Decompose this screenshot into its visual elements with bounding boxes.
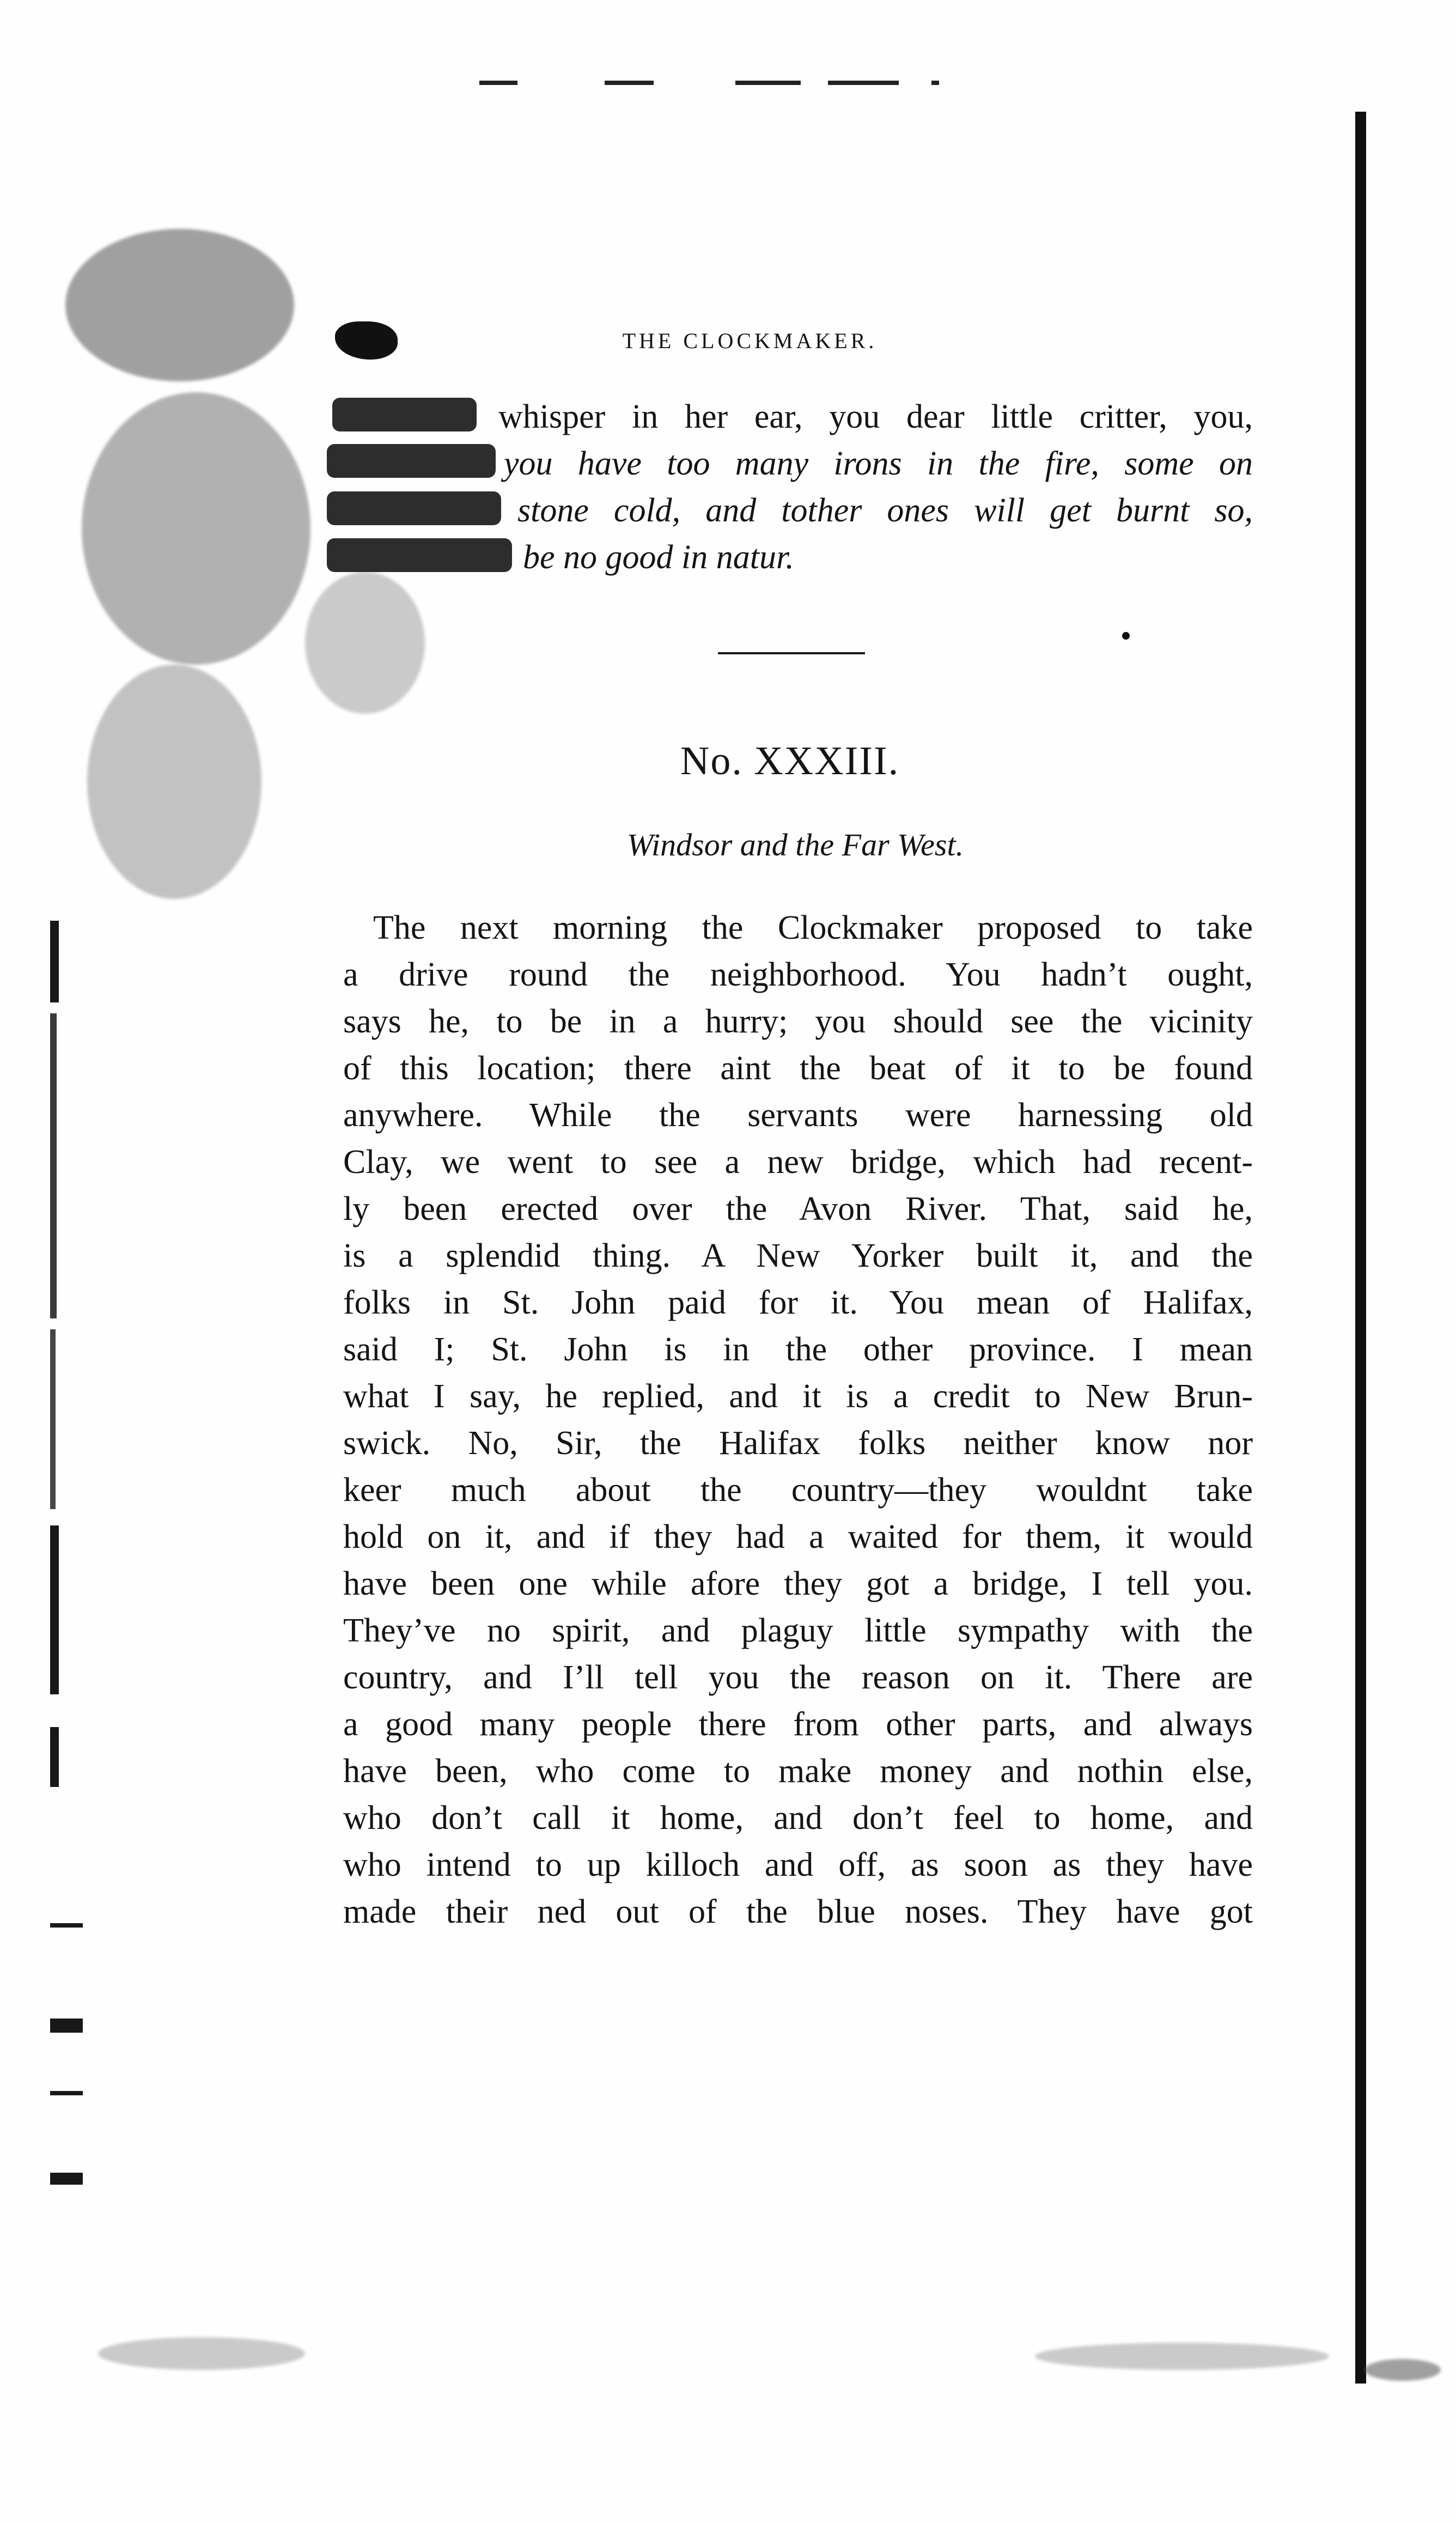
body-line: folks in St. John paid for it. You mean of Halifax, — [343, 1284, 1253, 1321]
obscured-text — [327, 491, 501, 525]
left-margin-smudge — [87, 665, 261, 899]
body-line: have been, who come to make money and nothin else, — [343, 1753, 1253, 1790]
left-binding-mark — [50, 2091, 83, 2095]
epigraph — [498, 393, 1253, 581]
body-line: what I say, he replied, and it is a credit to New Brun- — [343, 1378, 1253, 1415]
body-line: The next morning the Clockmaker proposed to take — [373, 909, 1253, 946]
running-head: THE CLOCKMAKER. — [622, 329, 878, 353]
body-line: country, and I’ll tell you the reason on it. There are — [343, 1659, 1253, 1696]
obscured-text — [327, 444, 496, 478]
body-line: made their ned out of the blue noses. They have got — [343, 1893, 1253, 1930]
body-line: who don’t call it home, and don’t feel to home, and — [343, 1799, 1253, 1837]
epigraph-line: stone cold, and tother ones will get burnt so, — [517, 492, 1253, 529]
left-binding-mark — [50, 1525, 59, 1694]
body-line: a drive round the neighborhood. You hadn’t ought, — [343, 956, 1253, 993]
body-line: who intend to up killoch and off, as soon as they have — [343, 1846, 1253, 1883]
left-binding-mark — [50, 1923, 83, 1928]
left-binding-mark — [50, 2019, 83, 2033]
obscured-text — [327, 538, 512, 572]
left-margin-smudge — [65, 229, 294, 381]
bottom-edge-smudge — [1035, 2343, 1329, 2370]
right-margin-rule — [1355, 112, 1366, 2384]
body-line: anywhere. While the servants were harnessing old — [343, 1097, 1253, 1134]
left-binding-mark — [50, 1013, 57, 1318]
body-line: hold on it, and if they had a waited for them, it would — [343, 1518, 1253, 1555]
chapter-number: No. XXXIII. — [680, 739, 900, 783]
left-binding-mark — [50, 1329, 56, 1509]
body-line: keer much about the country—they wouldnt take — [343, 1472, 1253, 1509]
epigraph-line: you have too many irons in the fire, some on — [504, 445, 1253, 482]
top-edge-marks — [479, 81, 970, 89]
body-line: is a splendid thing. A New Yorker built it, and the — [343, 1237, 1253, 1274]
ink-dot — [1122, 632, 1130, 640]
epigraph-line: be no good in natur. — [523, 539, 794, 576]
body-line: Clay, we went to see a new bridge, which had recent- — [343, 1144, 1253, 1181]
body-line: said I; St. John is in the other province. I mean — [343, 1331, 1253, 1368]
body-text — [343, 904, 1253, 1935]
body-line: have been one while afore they got a bridge, I tell you. — [343, 1565, 1253, 1602]
epigraph-line: whisper in her ear, you dear little critter, you, — [498, 398, 1253, 435]
left-margin-smudge — [305, 572, 425, 714]
left-margin-smudge — [82, 392, 310, 665]
bottom-edge-smudge — [98, 2337, 305, 2370]
body-line: They’ve no spirit, and plaguy little sympathy with the — [343, 1612, 1253, 1649]
left-binding-mark — [50, 2173, 83, 2185]
bottom-right-smudge — [1364, 2359, 1441, 2381]
body-line: of this location; there aint the beat of it to be found — [343, 1050, 1253, 1087]
body-line: a good many people there from other parts, and always — [343, 1706, 1253, 1743]
body-line: says he, to be in a hurry; you should see the vicinity — [343, 1003, 1253, 1040]
section-rule — [718, 652, 865, 654]
chapter-title: Windsor and the Far West. — [626, 827, 964, 862]
left-binding-mark — [50, 921, 59, 1002]
body-line: swick. No, Sir, the Halifax folks neither know nor — [343, 1425, 1253, 1462]
left-binding-mark — [50, 1727, 59, 1787]
obscured-text — [332, 398, 477, 431]
body-line: ly been erected over the Avon River. That, said he, — [343, 1190, 1253, 1227]
